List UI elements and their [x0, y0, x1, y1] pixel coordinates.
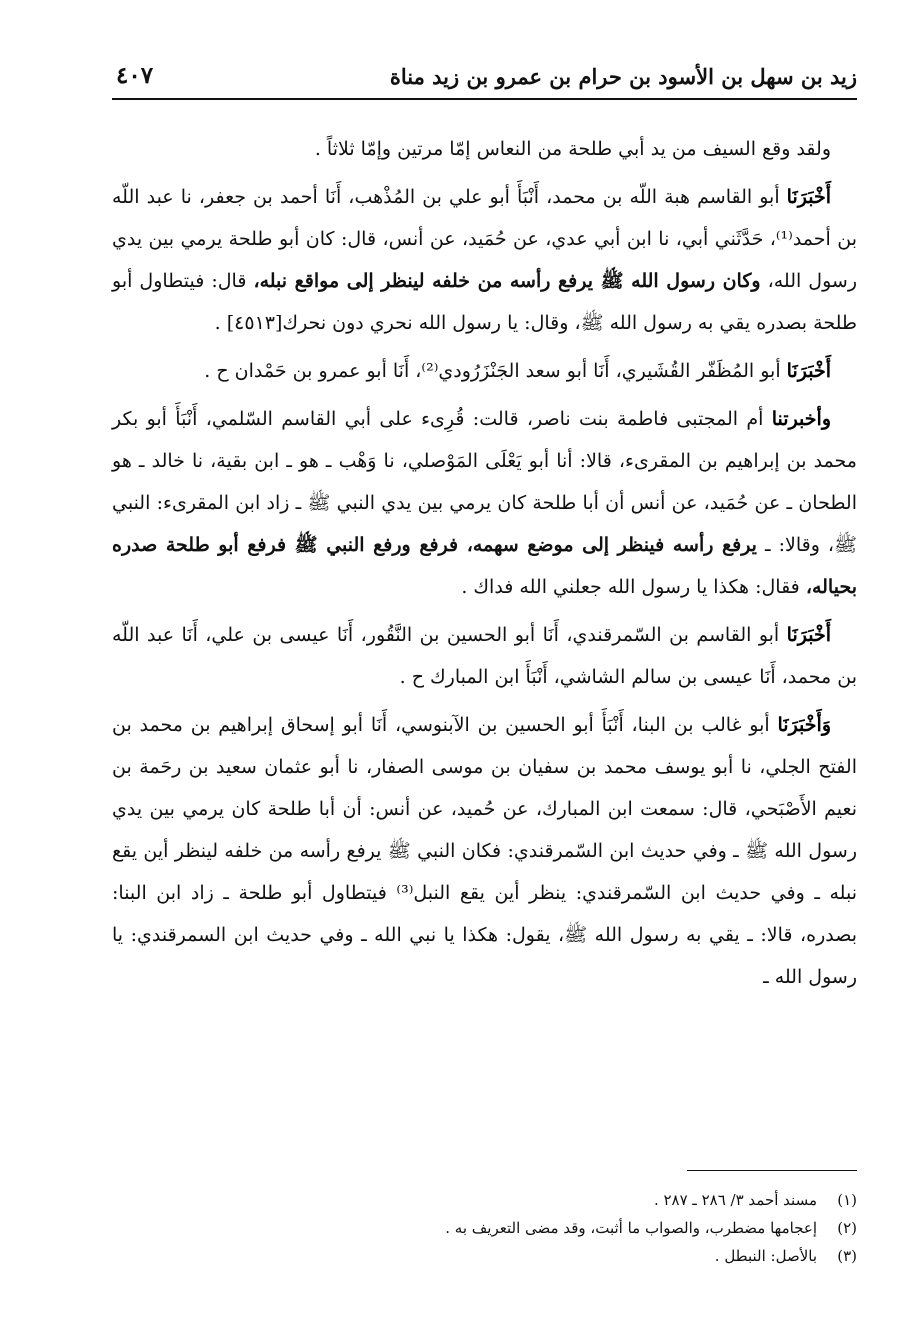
paragraph-1: ولقد وقع السيف من يد أبي طلحة من النعاس إمّا مرتين وإمّا ثلاثاً . [314, 138, 831, 160]
footnote-item [112, 1215, 857, 1241]
running-title: زيد بن سهل بن الأسود بن حرام بن عمرو بن زيد مناة [389, 64, 857, 89]
paragraph-2: أَخْبَرَنَا أبو القاسم هبة اللّه بن محمد، أَنْبَأَ أبو علي بن المُذْهب، أَنَا أحمد بن جعفر، نا عبد اللّه بن أحمد⁽¹⁾، حَدَّثَني أبي، نا ابن أبي عدي، عن حُمَيد، عن أنس، قال: كان أبو طلحة يرمي بين يدي رسول الله، وكان رسول الله ﷺ يرفع رأسه من خلفه لينظر إلى مواقع نبله، قال: فيتطاول أبو طلحة بصدره يقي به رسول الله ﷺ، وقال: يا رسول الله نحري دون نحرك[٤٥١٣] . [112, 186, 858, 334]
page-number: ٤٠٧ [116, 62, 154, 89]
paragraph-3: أَخْبَرَنَا أبو المُظَفّر القُشَيري، أَنَا أبو سعد الجَنْزَرُودي⁽²⁾، أَنَا أبو عمرو بن حَمْدان ح . [204, 360, 831, 382]
footnote-item [112, 1243, 857, 1269]
footnote-item [112, 1187, 857, 1213]
paragraph-4: وأخبرتنا أم المجتبى فاطمة بنت ناصر، قالت: قُرِىء على أبي القاسم السّلمي، أَنْبَأَ أبو بكر محمد بن إبراهيم بن المقرىء، قالا: أنا أبو يَعْلَى المَوْصلي، نا وَهْب ـ هو ـ ابن بقية، نا خالد ـ هو الطحان ـ عن حُمَيد، عن أنس أن أبا طلحة كان يرمي بين يدي النبي ﷺ ـ زاد ابن المقرىء: النبي ﷺ، وقالا: ـ يرفع رأسه فينظر إلى موضع سهمه، فرفع ورفع النبي ﷺ فرفع أبو طلحة صدره بحياله، فقال: هكذا يا رسول الله جعلني الله فداك . [112, 408, 857, 598]
page-header [112, 58, 857, 100]
footnote-text: مسند أحمد ٣/ ٢٨٦ ـ ٢٨٧ . [653, 1191, 817, 1209]
footnote-divider [687, 1170, 857, 1171]
main-text [112, 128, 857, 1004]
footnote-number: (٣) [837, 1247, 857, 1265]
footnote-number: (٢) [837, 1219, 857, 1237]
emphasized-text: وكان رسول الله ﷺ يرفع رأسه من خلفه لينظر إلى مواقع نبله، [253, 270, 761, 292]
footnotes [112, 1170, 857, 1271]
paragraph-5: أَخْبَرَنَا أبو القاسم بن السّمرقندي، أَنَا أبو الحسين بن النَّقُور، أَنَا عيسى بن علي، أَنَا عبد اللّه بن محمد، أَنَا عيسى بن سالم الشاشي، أَنْبَأَ ابن المبارك ح . [112, 624, 857, 688]
narration-keyword: أَخْبَرَنَا [786, 360, 831, 382]
narration-keyword: وَأَخْبَرَنَا [777, 714, 831, 736]
footnote-number: (١) [837, 1191, 857, 1209]
narration-keyword: أَخْبَرَنَا [786, 624, 831, 646]
paragraph-6: وَأَخْبَرَنَا أبو غالب بن البنا، أَنْبَأَ أبو الحسين بن الآبنوسي، أَنَا أبو إسحاق إبراهيم بن محمد بن الفتح الجلي، نا أبو يوسف محمد بن سفيان بن موسى الصفار، نا أبو عثمان سعيد بن رحَمة بن نعيم الأَصْبَحي، قال: سمعت ابن المبارك، عن حُميد، عن أنس: أن أبا طلحة كان يرمي بين يدي رسول الله ﷺ ـ وفي حديث ابن السّمرقندي: فكان النبي ﷺ يرفع رأسه من خلفه لينظر أين يقع نبله ـ وفي حديث ابن السّمرقندي: ينظر أين يقع النبل⁽³⁾ فيتطاول أبو طلحة ـ زاد ابن البنا: بصدره، قالا: ـ يقي به رسول الله ﷺ، يقول: هكذا يا نبي الله ـ وفي حديث ابن السمرقندي: يا رسول الله ـ [112, 714, 857, 988]
narration-keyword: وأخبرتنا [771, 408, 831, 430]
footnote-text: بالأصل: النبطل . [714, 1247, 817, 1265]
footnote-text: إعجامها مضطرب، والصواب ما أثبت، وقد مضى التعريف به . [445, 1219, 817, 1237]
narration-keyword: أَخْبَرَنَا [786, 186, 831, 208]
emphasized-text: يرفع رأسه فينظر إلى موضع سهمه، فرفع ورفع النبي ﷺ فرفع أبو طلحة صدره بحياله، [112, 534, 857, 598]
